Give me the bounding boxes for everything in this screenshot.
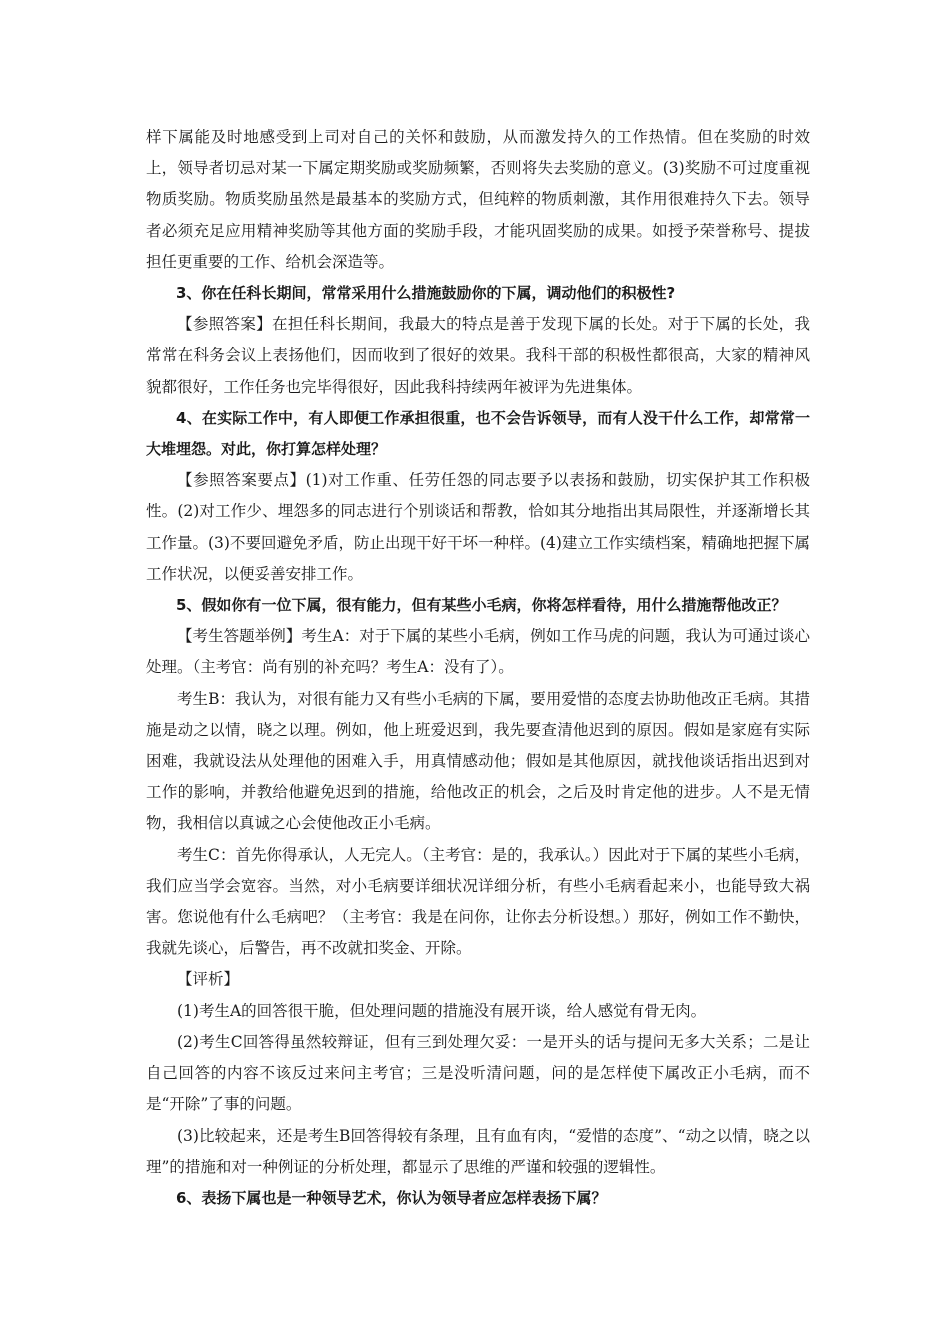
analysis-point-1: (1)考生A的回答很干脆，但处理问题的措施没有展开谈，给人感觉有骨无肉。 — [177, 1001, 707, 1020]
paragraph-reward-methods-continued: 样下属能及时地感受到上司对自己的关怀和鼓励，从而激发持久的工作热情。但在奖励的时效上，领导者切忌对某一下属定期奖励或奖励频繁，否则将失去奖励的意义。(3)奖励不可过度重视物质奖励。物质奖励虽然是最基本的奖励方式，但纯粹的物质刺激，其作用很难持久下去。领导者必须充足应用精神奖励等其他方面的奖励手段，才能巩固奖励的成果。如授予荣誉称号、提拔担任更重要的工作、给机会深造等。 — [146, 128, 810, 271]
document-page — [146, 122, 810, 1214]
candidate-b-paragraph: 考生B：我认为，对很有能力又有些小毛病的下属，要用爱惜的态度去协助他改正毛病。其措施是动之以情，晓之以理。例如，他上班爱迟到，我先要查清他迟到的原因。假如是家庭有实际困难，我就设法从处理他的困难入手，用真情感动他；假如是其他原因，就找他谈话指出迟到对工作的影响，并教给他避免迟到的措施，给他改正的机会，之后及时肯定他的进步。人不是无情物，我相信以真诚之心会使他改正小毛病。 — [146, 689, 810, 833]
question-4-heading: 4、在实际工作中，有人即便工作承担很重，也不会告诉领导，而有人没干什么工作，却常常一大堆埋怨。对此，你打算怎样处理？ — [146, 408, 810, 459]
answer-4-paragraph: 【参照答案要点】(1)对工作重、任劳任怨的同志要予以表扬和鼓励，切实保护其工作积极性。(2)对工作少、埋怨多的同志进行个别谈话和帮教，恰如其分地指出其局限性，并逐渐增长其工作量。(3)不要回避免矛盾，防止出现干好干坏一种样。(4)建立工作实绩档案，精确地把握下属工作状况，以便妥善安排工作。 — [146, 471, 810, 583]
question-3-heading: 3、你在任科长期间，常常采用什么措施鼓励你的下属，调动他们的积极性? — [176, 284, 676, 303]
candidate-a-paragraph: 【考生答题举例】考生A：对于下属的某些小毛病，例如工作马虎的问题，我认为可通过谈心处理。（主考官：尚有别的补充吗？考生A：没有了）。 — [146, 627, 810, 677]
analysis-point-3: (3)比较起来，还是考生B回答得较有条理，且有血有肉，“爱惜的态度”、“动之以情，晓之以理”的措施和对一种例证的分析处理，都显示了思维的严谨和较强的逻辑性。 — [146, 1126, 810, 1176]
analysis-point-2: (2)考生C回答得虽然较辩证，但有三到处理欠妥：一是开头的话与提问无多大关系；二是让自己回答的内容不该反过来问主考官；三是没听清问题，问的是怎样使下属改正小毛病，而不是“开除”了事的问题。 — [146, 1032, 810, 1114]
answer-3-paragraph: 【参照答案】在担任科长期间，我最大的特点是善于发现下属的长处。对于下属的长处，我常常在科务会议上表扬他们，因而收到了很好的效果。我科干部的积极性都很高，大家的精神风貌都很好，工作任务也完毕得很好，因此我科持续两年被评为先进集体。 — [146, 315, 810, 396]
analysis-label: 【评析】 — [177, 970, 240, 989]
candidate-c-paragraph: 考生C：首先你得承认，人无完人。（主考官：是的，我承认。）因此对于下属的某些小毛病，我们应当学会宽容。当然，对小毛病要详细状况详细分析，有些小毛病看起来小，也能导致大祸害。您说他有什么毛病吧？（主考官：我是在问你，让你去分析设想。）那好，例如工作不勤快，我就先谈心，后警告，再不改就扣奖金、开除。 — [146, 845, 810, 958]
question-6-heading: 6、表扬下属也是一种领导艺术，你认为领导者应怎样表扬下属？ — [176, 1188, 607, 1207]
question-5-heading: 5、假如你有一位下属，很有能力，但有某些小毛病，你将怎样看待，用什么措施帮他改正？ — [176, 596, 787, 615]
